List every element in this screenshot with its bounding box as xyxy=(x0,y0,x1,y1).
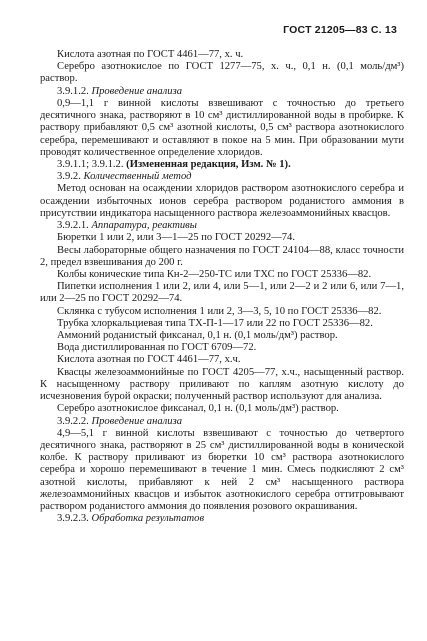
paragraph: Склянка с тубусом исполнения 1 или 2, 3—3, 5, 10 по ГОСТ 25336—82. xyxy=(57,305,382,317)
section-heading xyxy=(40,86,404,98)
paragraph: Весы лабораторные общего назначения по ГОСТ 24104—88, класс точности 2, предел взвешивания до 200 г. xyxy=(40,244,404,268)
section-number: 3.9.2.1. xyxy=(57,220,89,232)
paragraph: Кислота азотная по ГОСТ 4461—77, х.ч. xyxy=(57,354,241,366)
edit-note-text: (Измененная редакция, Изм. № 1). xyxy=(126,158,291,170)
section-heading xyxy=(40,416,404,428)
section-number: 3.9.1.2. xyxy=(57,85,89,97)
paragraph: Трубка хлоркальциевая типа ТХ-П-1—17 или 22 по ГОСТ 25336—82. xyxy=(57,317,373,329)
section-caption: Количественный метод xyxy=(83,171,192,183)
section-heading xyxy=(40,171,404,183)
paragraph: Бюретки 1 или 2, или 3—1—25 по ГОСТ 20292—74. xyxy=(57,232,295,244)
paragraph: Пипетки исполнения 1 или 2, или 4, или 5—1, или 2—2 и 2 или 6, или 7—1, или 2—25 по ГОСТ 20292—74. xyxy=(40,281,404,305)
section-caption: Проведение анализа xyxy=(91,85,183,97)
edit-note xyxy=(40,159,404,171)
section-heading xyxy=(40,220,404,232)
section-caption: Обработка результатов xyxy=(91,513,205,525)
paragraph: Серебро азотнокислое по ГОСТ 1277—75, х. ч., 0,1 н. (0,1 моль/дм³) раствор. xyxy=(40,61,404,85)
section-heading xyxy=(40,513,404,525)
edit-note-sections: 3.9.1.1; 3.9.1.2. xyxy=(57,158,124,170)
section-caption: Аппаратура, реактивы xyxy=(91,220,197,232)
paragraph: Вода дистиллированная по ГОСТ 6709—72. xyxy=(57,342,257,354)
paragraph: Кислота азотная по ГОСТ 4461—77, х. ч. xyxy=(57,49,244,60)
paragraph: 4,9—5,1 г винной кислоты взвешивают с точностью до четвертого десятичного знака, растворяют в 25 см³ дистиллированной воды в конической колбе. К раствору приливают из бюретки 10 см³ раствора азотнокислого серебра и хорошо перемешивают в течение 1 мин. Смесь подкисляют 2 см³ азотной кислоты, прибавляют к ней 2 см³ насыщенного раствора железоаммонийных квасцов и избыток азотнокислого серебра оттитровывают раствором роданистого аммония до появления розового окрашивания. xyxy=(40,427,404,513)
section-number: 3.9.2. xyxy=(57,171,81,183)
document-body xyxy=(40,49,404,526)
paragraph: Метод основан на осаждении хлоридов раствором азотнокислого серебра и осаждении избыточных ионов серебра раствором роданистого аммония в присутствии индикатора насыщенного раствора железоаммонийных квасцов. xyxy=(40,183,404,219)
section-caption: Проведение анализа xyxy=(91,415,183,427)
section-number: 3.9.2.2. xyxy=(57,415,89,427)
paragraph: Колбы конические типа Кн-2—250-ТС или ТХС по ГОСТ 25336—82. xyxy=(57,268,372,280)
paragraph: Аммоний роданистый фиксанал, 0,1 н. (0,1 моль/дм³) раствор. xyxy=(57,330,338,342)
paragraph: Серебро азотнокислое фиксанал, 0,1 н. (0,1 моль/дм³) раствор. xyxy=(57,403,339,415)
page-header: ГОСТ 21205—83 С. 13 xyxy=(283,24,397,36)
paragraph: 0,9—1,1 г винной кислоты взвешивают с точностью до третьего десятичного знака, растворяют в 10 см³ дистиллированной воды в пробирке. К раствору прибавляют 0,5 см³ азотной кислоты, 0,5 см³ раствора азотнокислого серебра, перемешивают и оставляют в покое на 5 мин. При образовании мути проводят количественное определение хлоридов. xyxy=(40,97,404,158)
paragraph: Квасцы железоаммонийные по ГОСТ 4205—77, х.ч., насыщенный раствор. К насыщенному раствору приливают по каплям азотную кислоту до исчезновения бурой окраски; полученный раствор используют для анализа. xyxy=(40,366,404,403)
section-number: 3.9.2.3. xyxy=(57,513,89,525)
